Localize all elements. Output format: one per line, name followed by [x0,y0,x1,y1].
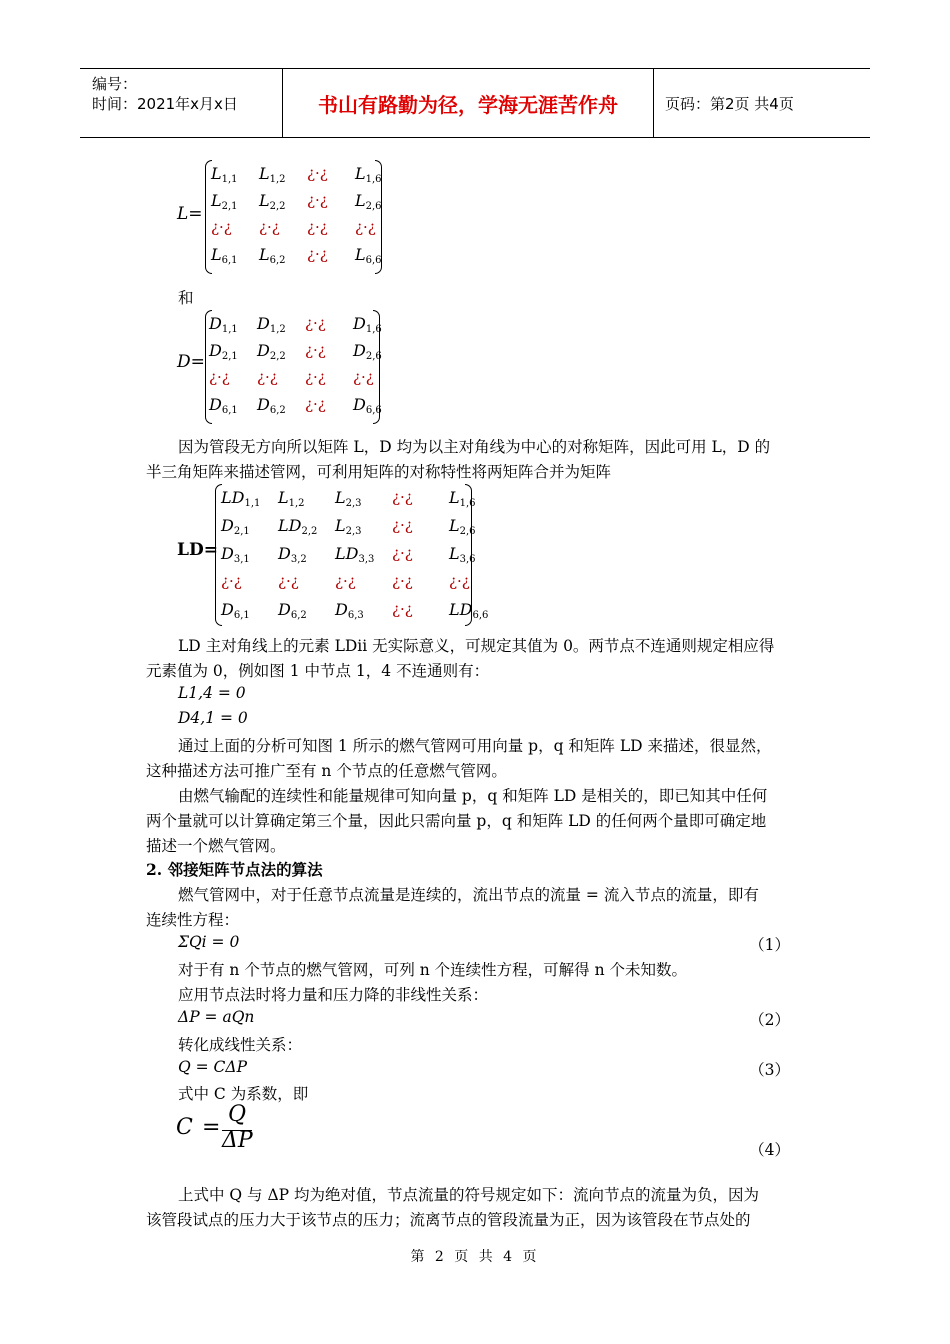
matrix-cell: $D_{2,1}$ [209,341,238,362]
matrix-l-label: L= [177,204,203,224]
eq2: ΔP = aQn [178,1008,255,1026]
matrix-cell: $D_{2,1}$ [221,516,250,537]
matrix-cell: $L_{2,3}$ [335,516,362,537]
matrix-cell: ¿·¿ [392,600,413,618]
matrix-cell: $L_{1,6}$ [355,164,382,185]
eq4-numerator: Q [228,1102,247,1127]
matrix-cell: $D_{1,1}$ [209,314,238,335]
matrix-cell: ¿·¿ [392,572,413,590]
matrix-cell: $L_{1,2}$ [278,488,305,509]
matrix-cell: ¿·¿ [307,245,328,263]
eq4-lhs: C [176,1115,193,1140]
para8: 转化成线性关系： [178,1036,303,1054]
matrix-cell: $D_{6,1}$ [209,395,238,416]
para5-line2: 连续性方程： [146,911,240,929]
matrix-cell: ¿·¿ [355,218,376,236]
eq-l14: L1,4 = 0 [178,684,246,702]
matrix-cell: $L_{1,2}$ [259,164,286,185]
matrix-ld [175,482,489,628]
matrix-cell: ¿·¿ [305,368,326,386]
section-title: 2. 邻接矩阵节点法的算法 [146,860,323,879]
matrix-cell: ¿·¿ [278,572,299,590]
para2-line1: LD 主对角线上的元素 LDii 无实际意义，可规定其值为 0。两节点不连通则规定相应得 [178,637,775,655]
matrix-cell: ¿·¿ [209,368,230,386]
matrix-l [175,158,395,276]
eq-d41: D4,1 = 0 [178,709,248,727]
matrix-cell: ¿·¿ [259,218,280,236]
matrix-cell: $D_{3,2}$ [278,544,307,565]
matrix-cell: ¿·¿ [307,218,328,236]
matrix-cell: $LD_{3,3}$ [335,544,375,565]
matrix-cell: ¿·¿ [221,572,242,590]
eq1: ΣQi = 0 [178,933,240,951]
page-header [80,68,870,138]
eq3-number: （3） [749,1061,790,1079]
para7: 应用节点法时将力量和压力降的非线性关系： [178,986,489,1004]
matrix-d-label: D= [177,352,205,372]
matrix-cell: $L_{3,6}$ [449,544,476,565]
matrix-cell: $L_{6,2}$ [259,245,286,266]
matrix-cell: $D_{1,2}$ [257,314,286,335]
matrix-cell: $D_{6,6}$ [353,395,382,416]
matrix-cell: ¿·¿ [353,368,374,386]
matrix-cell: $L_{1,1}$ [211,164,238,185]
para1-line1: 因为管段无方向所以矩阵 L，D 均为以主对角线为中心的对称矩阵，因此可用 L，D 的 [178,438,771,456]
para5-line1: 燃气管网中，对于任意节点流量是连续的，流出节点的流量 = 流入节点的流量，即有 [178,886,759,904]
matrix-cell: $L_{2,2}$ [259,191,286,212]
matrix-cell: ¿·¿ [257,368,278,386]
page-footer: 第 2 页 共 4 页 [410,1249,540,1265]
matrix-cell: $D_{2,2}$ [257,341,286,362]
eq4-denominator: ΔP [222,1128,253,1153]
para10-line1: 上式中 Q 与 ΔP 均为绝对值，节点流量的符号规定如下：流向节点的流量为负，因为 [178,1186,760,1204]
matrix-cell: ¿·¿ [449,572,470,590]
matrix-cell: $L_{6,6}$ [355,245,382,266]
matrix-ld-label: LD= [177,540,218,560]
eq3: Q = CΔP [178,1058,248,1076]
matrix-cell: $L_{2,6}$ [449,516,476,537]
para3-line1: 通过上面的分析可知图 1 所示的燃气管网可用向量 p，q 和矩阵 LD 来描述，很显然， [178,737,772,755]
eq4-equals: = [202,1115,221,1140]
matrix-cell: ¿·¿ [392,488,413,506]
para4-line3: 描述一个燃气管网。 [146,837,286,855]
matrix-cell: $L_{2,6}$ [355,191,382,212]
matrix-cell: $D_{1,6}$ [353,314,382,335]
date-label: 时间：2021年x月x日 [92,95,238,113]
eq1-number: （1） [749,936,790,954]
para9: 式中 C 为系数，即 [178,1085,309,1103]
matrix-cell: $LD_{2,2}$ [278,516,318,537]
eq4-number: （4） [749,1141,790,1159]
matrix-cell: ¿·¿ [307,164,328,182]
code-label: 编号： [92,75,138,93]
matrix-cell: $D_{6,1}$ [221,600,250,621]
matrix-cell: $LD_{6,6}$ [449,600,489,621]
matrix-cell: $L_{2,3}$ [335,488,362,509]
matrix-cell: $D_{2,6}$ [353,341,382,362]
matrix-cell: $D_{3,1}$ [221,544,250,565]
matrix-cell: $L_{2,1}$ [211,191,238,212]
matrix-cell: $D_{6,3}$ [335,600,364,621]
matrix-cell: ¿·¿ [335,572,356,590]
matrix-cell: $LD_{1,1}$ [221,488,261,509]
matrix-cell: $L_{6,1}$ [211,245,238,266]
matrix-cell: $D_{6,2}$ [278,600,307,621]
para4-line2: 两个量就可以计算确定第三个量，因此只需向量 p，q 和矩阵 LD 的任何两个量即可确定地 [146,812,767,830]
header-page-label: 页码：第2页 共4页 [665,95,794,113]
matrix-cell: ¿·¿ [305,341,326,359]
matrix-cell: $L_{1,6}$ [449,488,476,509]
matrix-cell: ¿·¿ [211,218,232,236]
matrix-cell: ¿·¿ [305,314,326,332]
para4-line1: 由燃气输配的连续性和能量规律可知向量 p，q 和矩阵 LD 是相关的，即已知其中任何 [178,787,768,805]
matrix-cell: ¿·¿ [305,395,326,413]
matrix-d [175,308,395,426]
matrix-cell: $D_{6,2}$ [257,395,286,416]
para2-line2: 元素值为 0，例如图 1 中节点 1，4 不连通则有： [146,662,490,680]
header-info-cell [80,69,283,137]
header-motto: 书山有路勤为径，学海无涯苦作舟 [283,69,654,137]
matrix-cell: ¿·¿ [307,191,328,209]
para3-line2: 这种描述方法可推广至有 n 个节点的任意燃气管网。 [146,762,507,780]
para1-line2: 半三角矩阵来描述管网，可利用矩阵的对称特性将两矩阵合并为矩阵 [146,463,612,481]
matrix-cell: ¿·¿ [392,516,413,534]
eq2-number: （2） [749,1011,790,1029]
matrix-cell: ¿·¿ [392,544,413,562]
para6: 对于有 n 个节点的燃气管网，可列 n 个连续性方程，可解得 n 个未知数。 [178,961,688,979]
and-text: 和 [178,289,194,307]
para10-line2: 该管段试点的压力大于该节点的压力；流离节点的管段流量为正，因为该管段在节点处的 [146,1211,751,1229]
